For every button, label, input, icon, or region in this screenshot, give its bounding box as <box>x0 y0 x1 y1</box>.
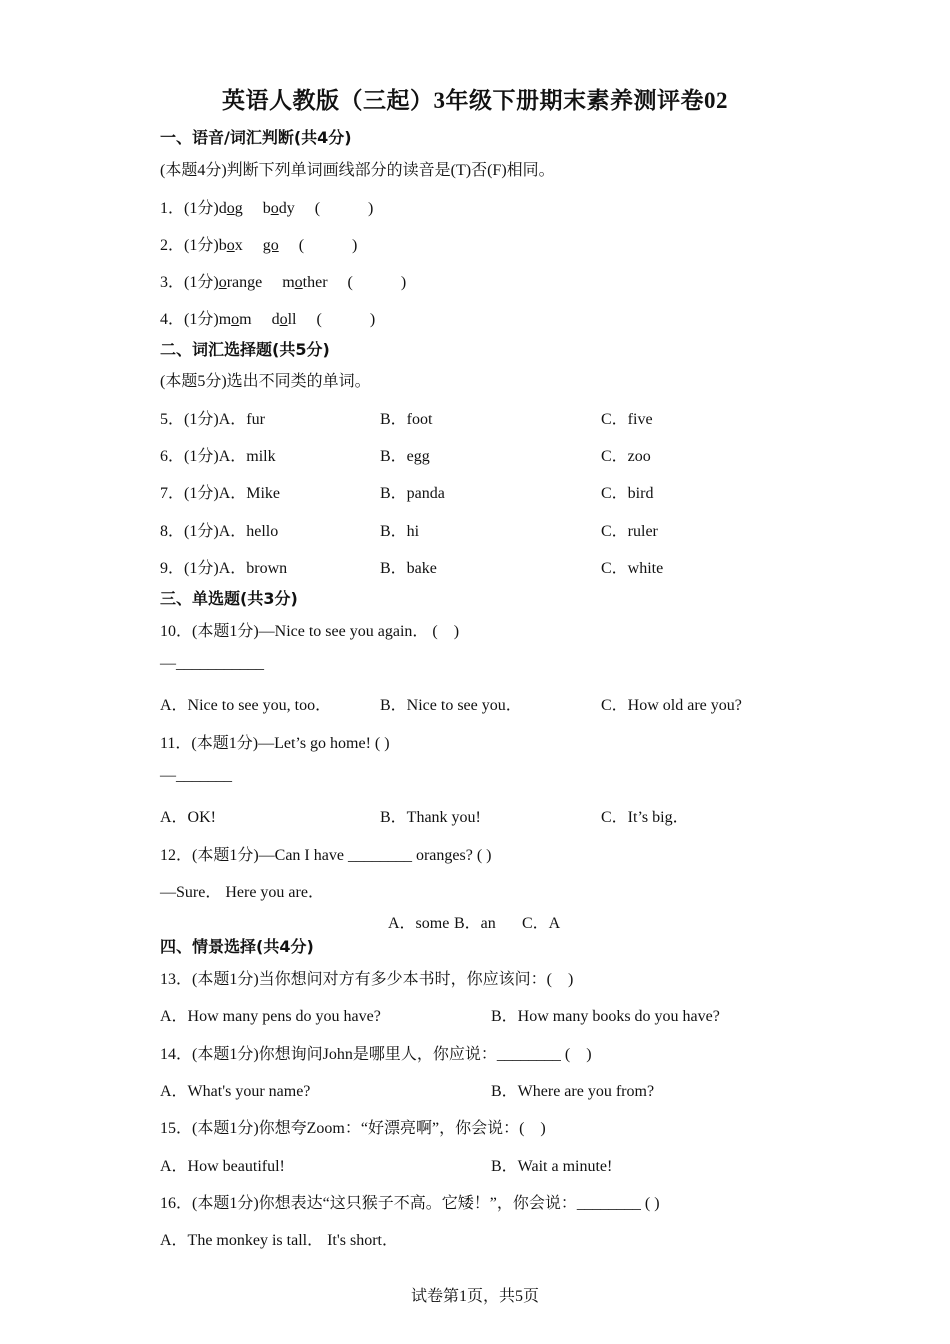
question-16-option-a: A．The monkey is tall． It's short． <box>160 1232 398 1249</box>
question-13-option-b: B．How many books do you have? <box>491 1008 720 1025</box>
question-12-option-b: B．an <box>454 915 496 932</box>
page-title: 英语人教版（三起）3年级下册期末素养测评卷02 <box>222 88 728 113</box>
phonics-question-4 <box>160 306 375 329</box>
word-2: body <box>262 200 295 217</box>
question-11-option-c: C．It’s big． <box>601 809 689 826</box>
question-14-stem: 14．(本题1分)你想询问John是哪里人，你应说：________ ( ) <box>160 1046 592 1063</box>
option-c: C．zoo <box>601 448 651 465</box>
vocab-question-7-stem: 7．(1分)A．Mike <box>160 485 281 502</box>
section-2-heading: 二、词汇选择题(共5分) <box>160 340 330 359</box>
question-number: 2． <box>160 237 185 254</box>
question-score: (1分) <box>184 200 219 217</box>
question-number: 4． <box>160 311 185 328</box>
section-4-heading: 四、情景选择(共4分) <box>160 937 314 956</box>
question-12-option-c: C．A <box>522 915 561 932</box>
question-score: (1分) <box>184 311 219 328</box>
question-11-option-a: A．OK! <box>160 809 216 826</box>
question-11-stem: 11．(本题1分)—Let’s go home! ( ) <box>160 735 390 752</box>
question-14-option-a: A．What's your name? <box>160 1083 311 1100</box>
vocab-question-8-stem: 8．(1分)A．hello <box>160 523 279 540</box>
question-10-option-b: B．Nice to see you． <box>380 697 522 714</box>
section-1-heading: 一、语音/词汇判断(共4分) <box>160 128 352 147</box>
question-14-option-b: B．Where are you from? <box>491 1083 655 1100</box>
phonics-question-3 <box>160 269 406 292</box>
option-a: A．brown <box>218 560 288 577</box>
word-2: doll <box>271 311 297 328</box>
phonics-question-2 <box>160 232 357 255</box>
section-1-instruction: (本题4分)判断下列单词画线部分的读音是(T)否(F)相同。 <box>160 162 555 179</box>
word-1: dog <box>218 200 243 217</box>
section-3-heading: 三、单选题(共3分) <box>160 589 298 608</box>
option-b: B．egg <box>380 448 430 465</box>
vocab-question-9-stem: 9．(1分)A．brown <box>160 560 288 577</box>
question-12-option-a: A．some <box>388 915 450 932</box>
question-13-option-a: A．How many pens do you have? <box>160 1008 381 1025</box>
question-13-stem: 13．(本题1分)当你想问对方有多少本书时，你应该问：( ) <box>160 971 574 988</box>
option-c: C．white <box>601 560 664 577</box>
section-2-instruction: (本题5分)选出不同类的单词。 <box>160 373 371 390</box>
question-12-reply: —Sure． Here you are． <box>160 884 324 901</box>
word-1: box <box>218 237 243 254</box>
question-score: (1分) <box>184 274 219 291</box>
answer-parentheses: ( ) <box>298 237 358 254</box>
question-15-option-a: A．How beautiful! <box>160 1158 285 1175</box>
question-16-stem: 16．(本题1分)你想表达“这只猴子不高。它矮！”，你会说：________ ( ) <box>160 1195 660 1212</box>
question-number: 3． <box>160 274 185 291</box>
answer-parentheses: ( ) <box>314 200 374 217</box>
option-c: C．ruler <box>601 523 658 540</box>
page-footer: 试卷第1页，共5页 <box>410 1288 539 1305</box>
question-12-stem: 12．(本题1分)—Can I have ________ oranges? ( ) <box>160 847 492 864</box>
question-10-option-c: C．How old are you? <box>601 697 742 714</box>
word-2: mother <box>282 274 328 291</box>
word-1: mom <box>218 311 252 328</box>
vocab-question-6-stem: 6．(1分)A．milk <box>160 448 276 465</box>
answer-parentheses: ( ) <box>316 311 376 328</box>
question-score: (1分) <box>184 237 219 254</box>
option-a: A．Mike <box>218 485 281 502</box>
question-10-reply: —___________ <box>160 655 264 672</box>
vocab-question-5-stem: 5．(1分)A．fur <box>160 411 265 428</box>
word-2: go <box>262 237 279 254</box>
question-15-stem: 15．(本题1分)你想夸Zoom：“好漂亮啊”，你会说：( ) <box>160 1120 546 1137</box>
option-a: A．hello <box>218 523 279 540</box>
option-a: A．milk <box>218 448 276 465</box>
option-c: C．bird <box>601 485 654 502</box>
option-a: A．fur <box>218 411 265 428</box>
option-b: B．foot <box>380 411 433 428</box>
option-c: C．five <box>601 411 653 428</box>
phonics-question-1 <box>160 195 373 218</box>
question-number: 1． <box>160 200 185 217</box>
question-11-reply: —_______ <box>160 767 232 784</box>
question-15-option-b: B．Wait a minute! <box>491 1158 613 1175</box>
word-1: orange <box>218 274 263 291</box>
option-b: B．hi <box>380 523 420 540</box>
question-11-option-b: B．Thank you! <box>380 809 481 826</box>
answer-parentheses: ( ) <box>347 274 407 291</box>
option-b: B．bake <box>380 560 437 577</box>
question-10-option-a: A．Nice to see you, too． <box>160 697 332 714</box>
question-10-stem: 10．(本题1分)—Nice to see you again． ( ) <box>160 623 460 640</box>
option-b: B．panda <box>380 485 445 502</box>
